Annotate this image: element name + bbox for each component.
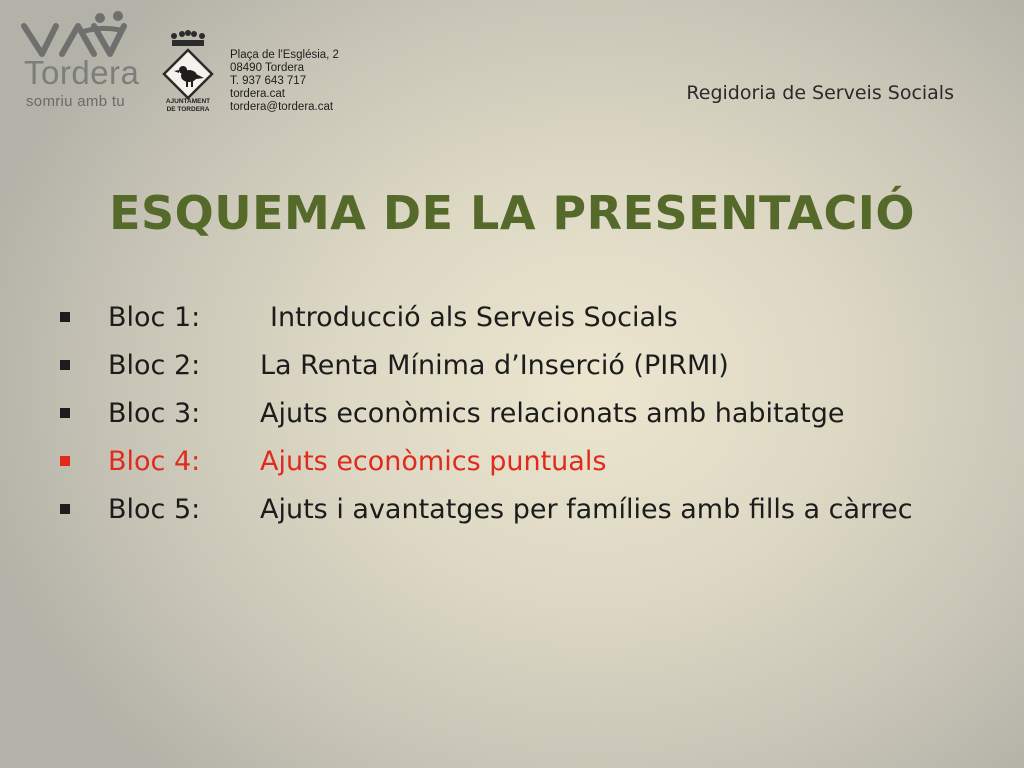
contact-email: tordera@tordera.cat (230, 101, 334, 113)
bloc-label: Bloc 2: (108, 350, 201, 381)
square-bullet-icon (60, 504, 70, 514)
department-label: Regidoria de Serveis Socials (686, 82, 954, 104)
bloc-list (56, 294, 986, 582)
logo-tagline: somriu amb tu (26, 93, 125, 110)
list-item (56, 294, 986, 342)
bloc-label: Bloc 4: (108, 446, 201, 477)
contact-website: tordera.cat (230, 88, 285, 100)
slide-header (0, 0, 1024, 130)
square-bullet-icon (60, 312, 70, 322)
contact-postal: 08490 Tordera (230, 62, 304, 74)
list-item (56, 486, 986, 582)
bloc-text: Introducció als Serveis Socials (270, 302, 678, 333)
crest-caption-line1: AJUNTAMENT (165, 98, 211, 105)
square-bullet-icon (60, 360, 70, 370)
list-item (56, 342, 986, 390)
contact-block (230, 49, 339, 114)
bloc-label: Bloc 1: (108, 302, 201, 333)
square-bullet-icon (60, 456, 70, 466)
bloc-label: Bloc 3: (108, 398, 201, 429)
bloc-label: Bloc 5: (108, 494, 201, 525)
bloc-text: Ajuts econòmics relacionats amb habitatge (260, 398, 845, 429)
list-item (56, 390, 986, 438)
slide-title: ESQUEMA DE LA PRESENTACIÓ (109, 186, 915, 240)
bloc-text: Ajuts i avantatges per famílies amb fills a càrrec (260, 494, 913, 525)
square-bullet-icon (60, 408, 70, 418)
list-item-highlighted (56, 438, 986, 486)
logo-brand-text: Tordera (24, 54, 140, 91)
contact-phone: T. 937 643 717 (230, 75, 307, 87)
bloc-text: La Renta Mínima d’Inserció (PIRMI) (260, 350, 729, 381)
contact-address: Plaça de l'Església, 2 (230, 49, 339, 61)
crest-caption-line2: DE TORDERA (166, 106, 210, 113)
bloc-text: Ajuts econòmics puntuals (260, 446, 607, 477)
